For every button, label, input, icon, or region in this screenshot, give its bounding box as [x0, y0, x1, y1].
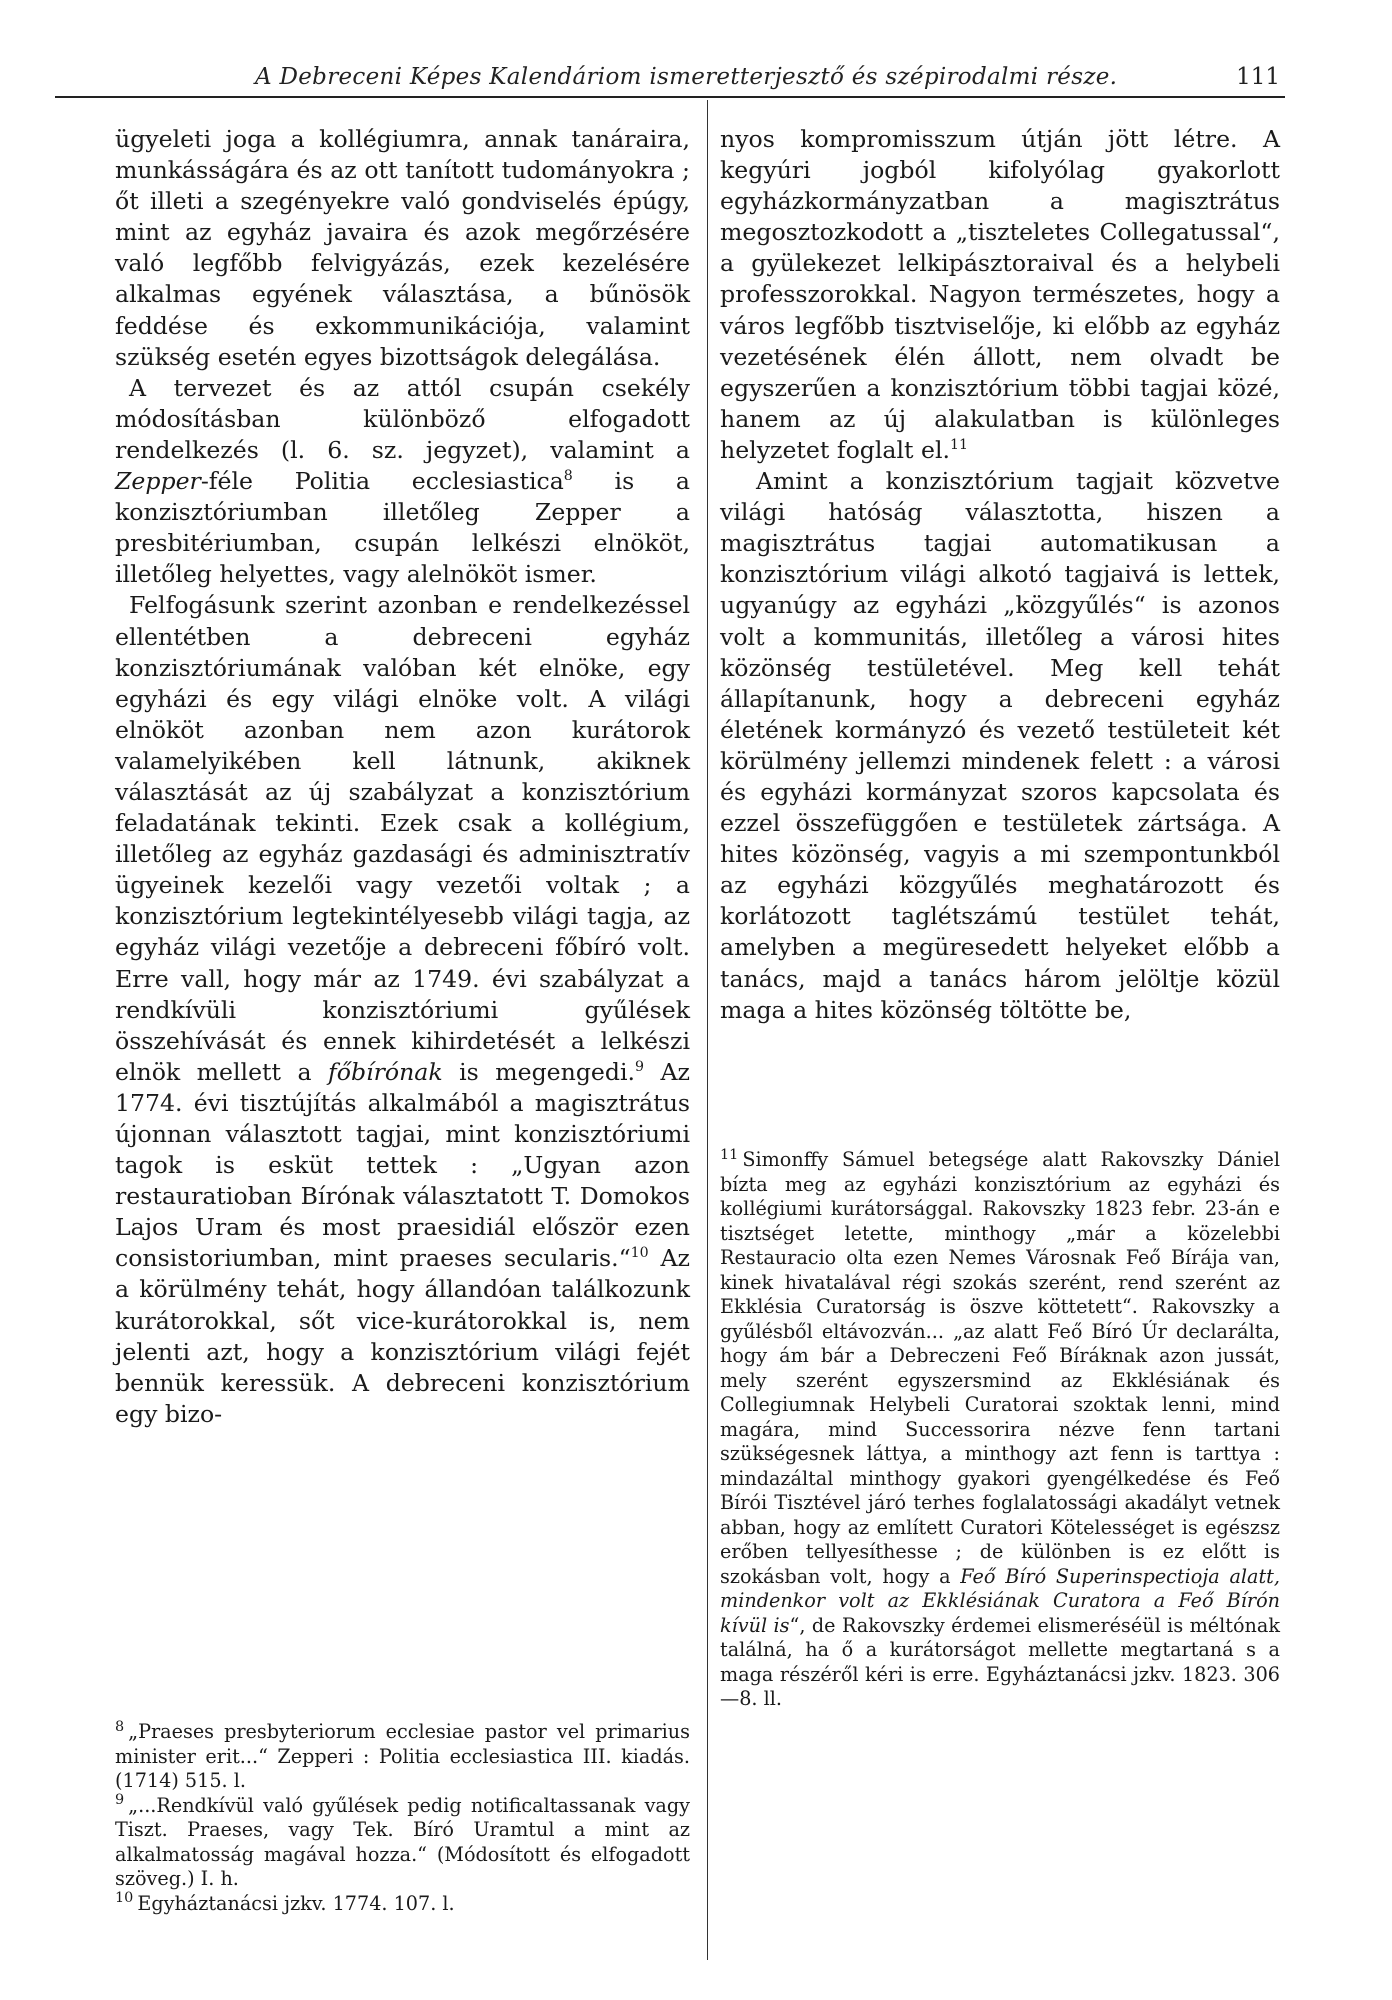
header-rule: [55, 96, 1285, 98]
paragraph: Felfogásunk szerint azonban e rendelkezéssel ellentétben a debreceni egyház konzisztóriumának valóban két elnöke, egy egyházi és egy világi elnöke volt. A világi elnököt azonban nem azon kurátorok valamelyikében kell látnunk, akiknek választását az új szabályzat a konzisztórium feladatának tekinti. Ezek csak a kollégium, illetőleg az egyház gazdasági és adminisztratív ügyeinek kezelői vagy vezetői voltak ; a konzisztórium legtekintélyesebb világi tagja, az egyház világi vezetője a debreceni főbíró volt. Erre vall, hogy már az 1749. évi szabályzat a rendkívüli konzisztóriumi gyűlések összehívását és ennek kihirdetését a lelkészi elnök mellett a főbírónak is megengedi.$^9$ Az 1774. évi tisztújítás alkalmából a magisztrátus újonnan választott tagjai, mint konzisztóriumi tagok is esküt tettek : „Ugyan azon restauratioban Bírónak választatott T. Domokos Lajos Uram és most praesidiál először ezen consistoriumban, mint praeses secularis.“$^{10}$ Az a körülmény tehát, hogy állandóan találkozunk kurátorokkal, sőt vice-kurátorokkal is, nem jelenti azt, hogy a konzisztórium világi fejét bennük keressük. A debreceni konzisztórium egy bizo-: [115, 591, 690, 1428]
emphasis: Zepper: [115, 467, 201, 496]
page-number: 111: [1236, 64, 1280, 90]
footnote-9: $^9$ „...Rendkívül való gyűlések pedig notificaltassanak vagy Tiszt. Praeses, vagy Tek. Bíró Uramtul a mint az alkalmatosság magával hozza.“ (Módosított és elfogadott szöveg.) I. h.: [115, 1792, 690, 1890]
footnote-8: $^8$ „Praeses presbyteriorum ecclesiae pastor vel primarius minister erit...“ Zepperi : Politia ecclesiastica III. kiadás. (1714) 515. l.: [115, 1718, 690, 1792]
emphasis: főbírónak: [328, 1057, 443, 1086]
paragraph: Amint a konzisztórium tagjait közvetve világi hatóság választotta, hiszen a magisztrátus tagjai automatikusan a konzisztórium világi alkotó tagjaivá is lettek, ugyanúgy az egyházi „közgyűlés“ is azonos volt a kommunitás, illetőleg a városi hites közönség testületével. Meg kell tehát állapítanunk, hogy a debreceni egyház életének kormányzó és vezető testületeit két körülmény jellemzi mindenek felett : a városi és egyházi kormányzat szoros kapcsolata és ezzel összefüggően e testületek zártsága. A hites közönség, vagyis a mi szempontunkból az egyházi közgyűlés meghatározott és korlátozott taglétszámú testület tehát, amelyben a megüresedett helyeket előbb a tanács, majd a tanács három jelöltje közül maga a hites közönség töltötte be,: [720, 467, 1280, 1024]
footnotes-left: [115, 1720, 690, 1916]
footnote-11: $^{11}$ Simonffy Sámuel betegsége alatt Rakovszky Dániel bízta meg az egyházi konzisztórium az egyházi és kollégiumi kurátorsággal. Rakovszky 1823 febr. 23-án e tisztséget letette, minthogy „már a közelebbi Restauracio olta ezen Nemes Városnak Feő Bírája van, kinek hivatalával régi szokás szerént, rend szerént az Ekklésia Curatorság is öszve köttetett“. Rakovszky a gyűlésből eltávozván... „az alatt Feő Bíró Úr declarálta, hogy ám bár a Debreczeni Feő Bíráknak azon jussát, mely szerént egyszersmind az Ekklésiának és Collegiumnak Helybeli Curatorai szoktak lenni, mind magára, mind Successorira nézve fenn tartani szükségesnek láttya, a minthogy azt fenn is tarttya : mindazáltal minthogy gyakori gyengélkedése és Feő Bírói Tisztével járó terhes foglalatossági akadályt vetnek abban, hogy az említett Curatori Kötelességet is egészsz erőben tellyesíthesse ; de különben is ez előtt is szokásban volt, hogy a Feő Bíró Superinspectioja alatt, mindenkor volt az Ekklésiának Curatora a Feő Bírón kívül is“, de Rakovszky érdemei elismeréséül is méltónak találná, ha ő a kurátorságot mellette megtartaná s a maga részéről kéri is erre. Egyháztanácsi jzkv. 1823. 306—8. ll.: [720, 1146, 1280, 1710]
paragraph: A tervezet és az attól csupán csekély módosításban különböző elfogadott rendelkezés (l. 6. sz. jegyzet), valamint a Zepper-féle Politia ecclesiastica$^8$ is a konzisztóriumban illetőleg Zepper a presbitériumban, csupán lelkészi elnököt, illetőleg helyettes, vagy alelnököt ismer.: [115, 373, 690, 589]
paragraph: ügyeleti joga a kollégiumra, annak tanáraira, munkásságára és az ott tanított tudományokra ; őt illeti a szegényekre való gondviselés épúgy, mint az egyház javaira és azok megőrzésére való legfőbb felvigyázás, ezek kezelésére alkalmas egyének választása, a bűnösök feddése és exkommunikációja, valamint szükség esetén egyes bizottságok delegálása.: [115, 125, 690, 371]
footnote-10: $^{10}$ Egyháztanácsi jzkv. 1774. 107. l.: [115, 1890, 455, 1915]
emphasis: Feő Bíró Superinspectioja alatt, mindenkor volt az Ekklésiának Curatora a Feő Bírón kívül is: [720, 1564, 1280, 1637]
footnote-ref: 10: [630, 1245, 649, 1262]
footnote-ref: 9: [635, 1058, 645, 1075]
footnote-ref: 8: [563, 468, 573, 485]
right-column: [720, 124, 1280, 1026]
paragraph: nyos kompromisszum útján jött létre. A kegyúri jogból kifolyólag gyakorlott egyházkormányzatban a magisztrátus megosztozkodott a „tiszteletes Collegatussal“, a gyülekezet lelkipásztoraival és a helybeli professzorokkal. Nagyon természetes, hogy a város legfőbb tisztviselője, ki előbb az egyház vezetésének élén állott, nem olvadt be egyszerűen a konzisztórium többi tagjai közé, hanem az új alakulatban is különleges helyzetet foglalt el.$^{11}$: [720, 125, 1280, 464]
footnotes-right: [720, 1148, 1280, 1712]
left-column: [115, 124, 690, 1430]
column-divider: [707, 100, 708, 1960]
running-title: A Debreceni Képes Kalendáriom ismeretterjesztő és szépirodalmi része.: [255, 64, 1118, 90]
footnote-ref: 11: [950, 437, 969, 454]
